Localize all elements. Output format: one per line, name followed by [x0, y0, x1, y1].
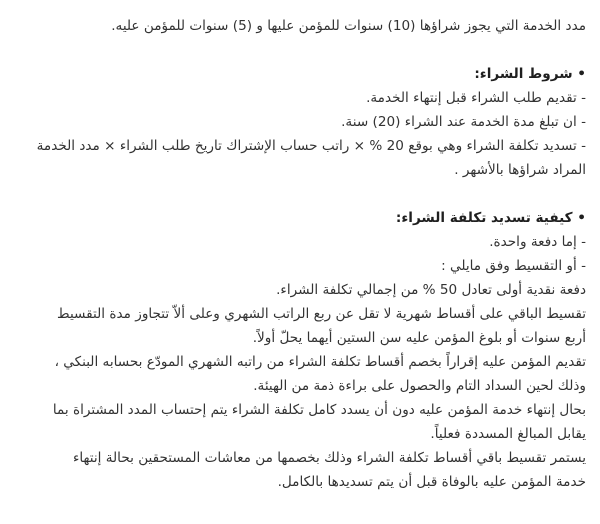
payment-line: تقديم المؤمن عليه إقراراً بخصم أقساط تكلفة الشراء من راتبه الشهري المودّع بحسابه البنكي ،: [54, 354, 586, 370]
payment-line: بحال إنتهاء خدمة المؤمن عليه دون أن يسدد كامل تكلفة الشراء يتم إحتساب المدد المشتراة بما: [52, 402, 586, 418]
payment-line: يستمر تقسيط باقي أقساط تكلفة الشراء وذلك بخصمها من معاشات المستحقين بحالة إنتهاء: [72, 450, 586, 466]
payment-line: يقابل المبالغ المسددة فعلياً.: [430, 426, 586, 442]
payment-line: وذلك لحين السداد التام والحصول على براءة ذمة من الهيئة.: [253, 378, 586, 394]
payment-line: خدمة المؤمن عليه بالوفاة قبل أن يتم تسديدها بالكامل.: [277, 474, 586, 490]
payment-line: أربع سنوات أو بلوغ المؤمن عليه سن الستين أيهما يحلّ أولاً.: [252, 330, 586, 346]
conditions-heading: • شروط الشراء:: [474, 66, 586, 82]
payment-heading: • كيفية تسديد تكلفة الشراء:: [395, 210, 586, 226]
payment-line: تقسيط الباقي على أقساط شهرية لا تقل عن ربع الراتب الشهري وعلى ألاّ تتجاوز مدة التقسيط: [57, 306, 586, 322]
spacer: [10, 38, 586, 62]
spacer: [10, 182, 586, 206]
payment-line: - أو التقسيط وفق مايلي :: [441, 258, 586, 274]
intro-text: مدد الخدمة التي يجوز شراؤها (10) سنوات للمؤمن عليها و (5) سنوات للمؤمن عليه.: [111, 18, 586, 34]
condition-item: - تقديم طلب الشراء قبل إنتهاء الخدمة.: [366, 90, 586, 106]
condition-item: المراد شراؤها بالأشهر .: [454, 162, 586, 178]
payment-line: - إما دفعة واحدة.: [489, 234, 586, 250]
condition-item: - ان تبلغ مدة الخدمة عند الشراء (20) سنة.: [341, 114, 586, 130]
condition-item: - تسديد تكلفة الشراء وهي بوقع 20 % × راتب حساب الإشتراك تاريخ طلب الشراء × مدد الخدمة: [36, 138, 586, 154]
payment-line: دفعة نقدية أولى تعادل 50 % من إجمالي تكلفة الشراء.: [276, 282, 586, 298]
